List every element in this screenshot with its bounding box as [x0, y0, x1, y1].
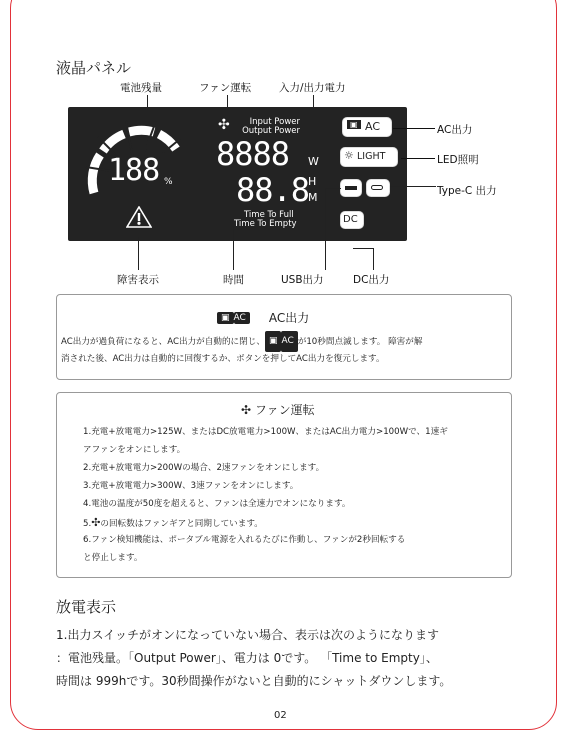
ac-text-line-2: 消された後、AC出力は自動的に回復するか、ボタンを押してAC出力を復元します。 — [61, 354, 385, 364]
time-to-full-label: Time To Full — [244, 210, 294, 220]
ac-output-info-box — [56, 294, 512, 380]
plug-icon: ▣ — [217, 312, 234, 324]
fault-warning-icon — [126, 206, 152, 228]
ac-text-line-1 — [61, 331, 422, 352]
section-title-discharge: 放電表示 — [56, 598, 117, 616]
discharge-line-2: ：電池残量。「Output Power」、電力は 0です。 「Time to Empty」、 — [56, 651, 438, 665]
ac-badge: AC — [234, 312, 250, 324]
ac-heading: AC出力 — [268, 311, 310, 325]
ac-heading-group — [217, 307, 309, 326]
label-ac-output: AC出力 — [437, 124, 473, 136]
ac-button[interactable] — [342, 117, 392, 137]
leader-line — [353, 248, 373, 249]
fan-icon: ✣ — [91, 516, 101, 529]
label-fault: 障害表示 — [117, 274, 159, 286]
fan-heading: ファン運転 — [254, 403, 315, 417]
usb-a-port-icon — [345, 186, 357, 190]
leader-line — [233, 226, 234, 270]
usb-c-port-icon — [371, 185, 383, 190]
label-fan: ファン運転 — [199, 82, 252, 94]
dc-button[interactable] — [340, 211, 364, 229]
label-dc: DC出力 — [353, 274, 390, 286]
battery-percent-sign: % — [164, 177, 173, 187]
label-battery: 電池残量 — [120, 82, 162, 94]
fan-line-6-rest: の回転数はファンギアと同期しています。 — [100, 519, 263, 529]
typec-button[interactable] — [366, 179, 390, 197]
fan-line-1: 1.充電+放電電力>125W、またはDC放電電力>100W、またはAC出力電力>100Wで、1速ギ — [83, 427, 448, 437]
light-button-label: LIGHT — [357, 151, 386, 162]
label-led: LED照明 — [437, 154, 479, 166]
label-usb: USB出力 — [281, 274, 324, 286]
fan-heading-group — [241, 401, 315, 418]
fan-info-box — [56, 392, 512, 578]
discharge-line-1: 1.出力スイッチがオンになっていない場合、表示は次のようになります — [56, 628, 439, 642]
ac-text-part: が10秒間点滅します。 障害が解 — [297, 337, 423, 347]
power-digits: 8888 — [216, 135, 290, 173]
time-unit-hours: H — [308, 175, 317, 188]
fan-line-7: 6.ファン検知機能は、ポータブル電源を入れるたびに作動し、ファンが2秒回転する — [83, 535, 406, 545]
leader-line — [325, 188, 341, 189]
fan-line-6-prefix: 5. — [83, 519, 92, 529]
battery-percent: 188 — [108, 153, 160, 188]
plug-icon: ▣ — [347, 120, 361, 129]
discharge-line-3: 時間は 999hです。30秒間操作がないと自動的にシャットダウンします。 — [56, 674, 452, 688]
leader-line — [401, 158, 435, 159]
section-title-lcd: 液晶パネル — [56, 59, 132, 77]
fan-icon: ✣ — [241, 403, 252, 417]
fan-icon: ✣ — [218, 117, 230, 133]
fan-line-8: と停止します。 — [83, 553, 143, 563]
leader-line — [325, 188, 326, 270]
sun-icon: ☼ — [344, 149, 354, 162]
time-unit-minutes: M — [308, 191, 318, 204]
fan-line-2: アファンをオンにします。 — [83, 445, 186, 455]
leader-line — [373, 248, 374, 270]
fan-line-3: 2.充電+放電電力>200Wの場合、2速ファンをオンにします。 — [83, 463, 325, 473]
leader-line — [138, 237, 139, 270]
usb-button[interactable] — [340, 179, 362, 197]
dc-button-label: DC — [343, 214, 358, 225]
ac-button-label: AC — [365, 120, 381, 133]
time-to-empty-label: Time To Empty — [234, 219, 297, 229]
leader-line — [393, 128, 435, 129]
plug-icon: ▣ — [265, 331, 282, 352]
output-power-label: Output Power — [242, 126, 300, 136]
input-power-label: Input Power — [249, 117, 300, 127]
light-button[interactable] — [340, 147, 398, 167]
fan-line-5: 4.電池の温度が50度を超えると、ファンは全速力でオンになります。 — [83, 499, 351, 509]
lcd-panel — [68, 107, 407, 241]
label-typec: Type-C 出力 — [437, 185, 497, 197]
ac-inline-badge: AC — [281, 331, 297, 352]
time-digits: 88.8 — [236, 171, 310, 209]
fan-line-4: 3.充電+放電電力>300W、3速ファンをオンにします。 — [83, 481, 299, 491]
label-io-power: 入力/出力電力 — [279, 82, 346, 94]
page-number: 02 — [274, 710, 287, 721]
label-time: 時間 — [223, 274, 244, 286]
ac-text-part: AC出力が過負荷になると、AC出力が自動的に閉じ、 — [61, 337, 265, 347]
leader-line — [390, 186, 436, 187]
power-unit: W — [308, 155, 319, 168]
